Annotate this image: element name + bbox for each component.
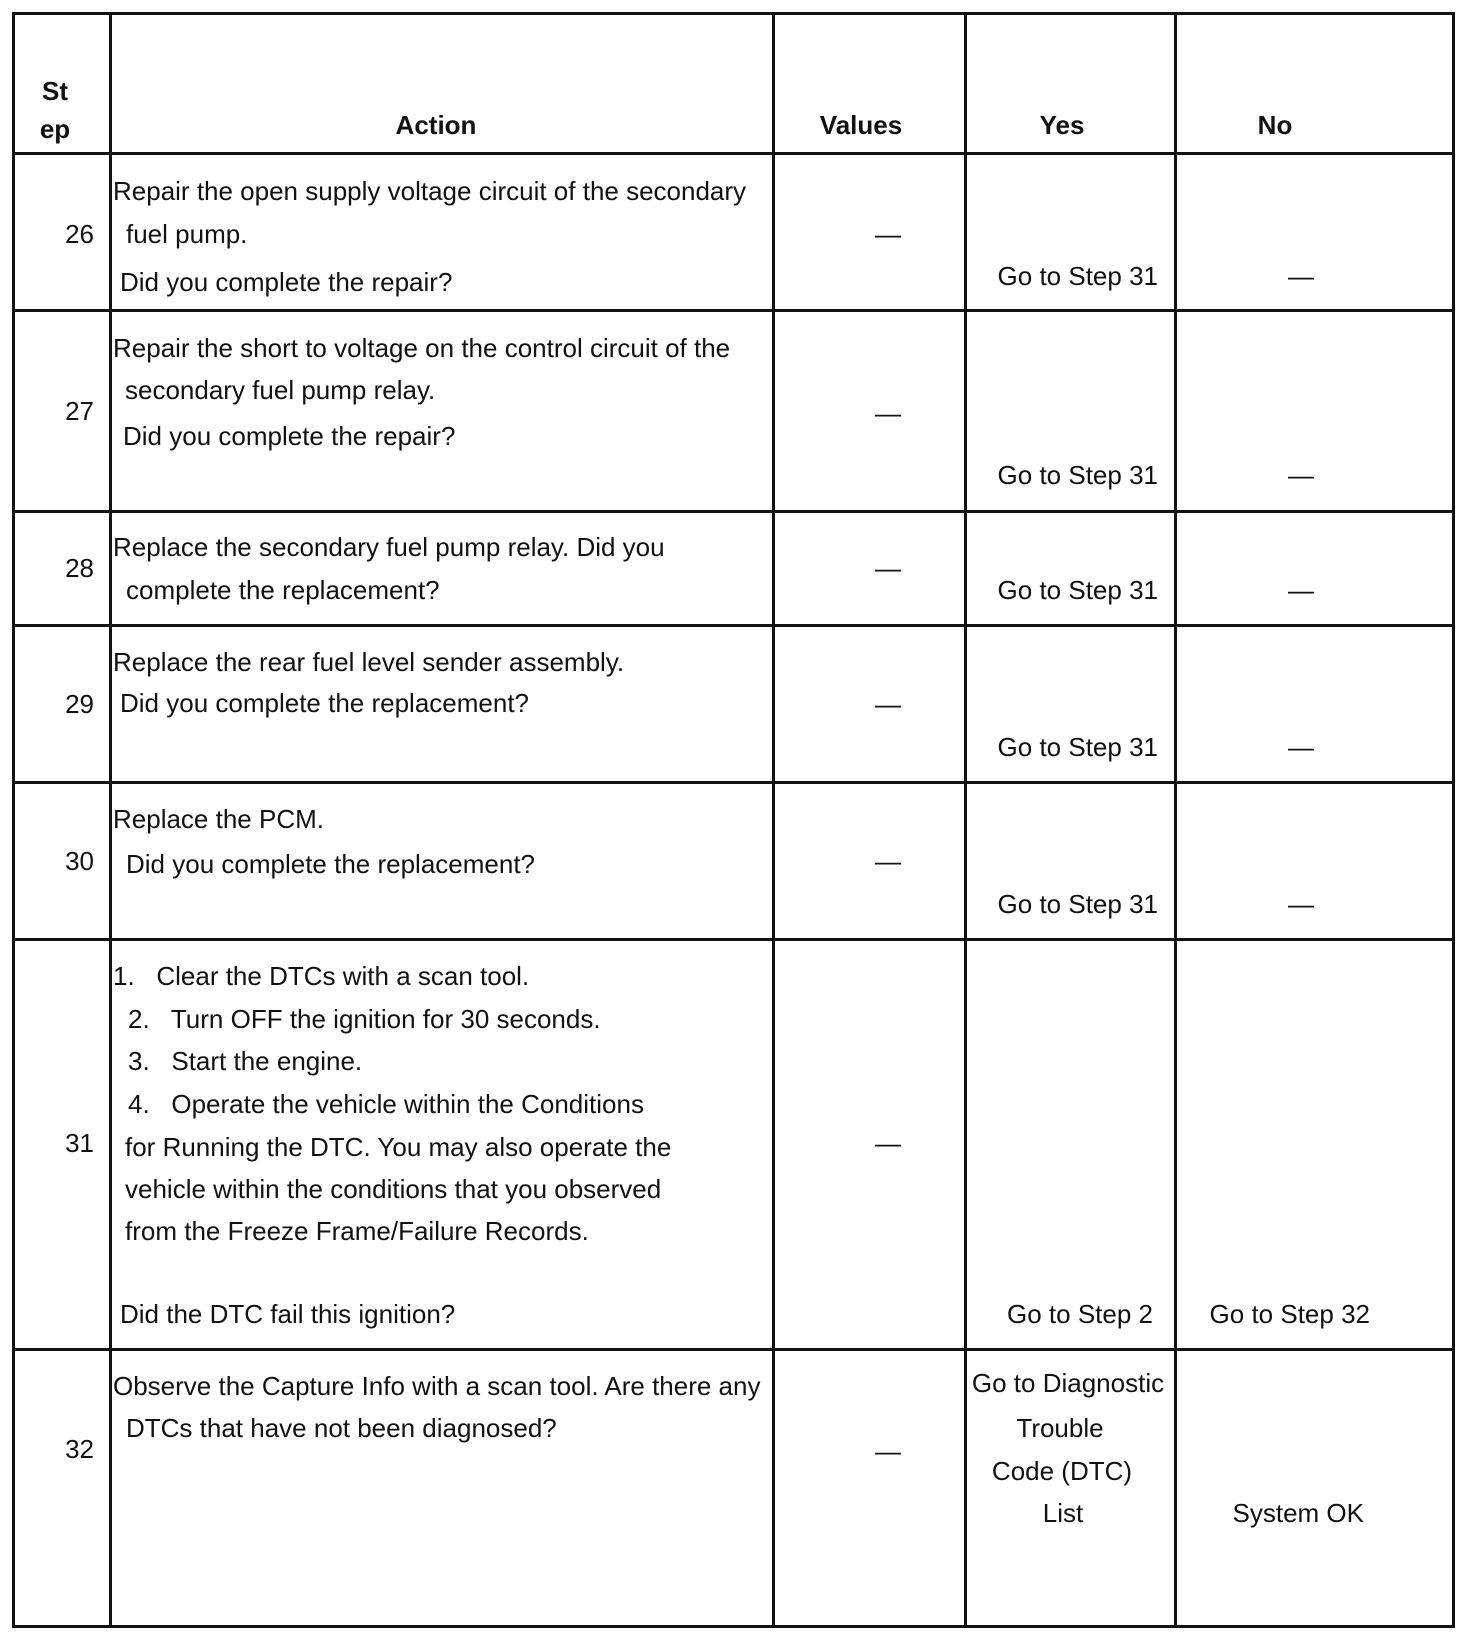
no-cell: — bbox=[1288, 261, 1314, 291]
no-cell: — bbox=[1288, 460, 1314, 490]
action-text: vehicle within the conditions that you observed bbox=[125, 1174, 662, 1204]
action-text: Repair the open supply voltage circuit of the secondary bbox=[113, 176, 747, 206]
values-cell: — bbox=[875, 398, 901, 428]
no-cell: System OK bbox=[1232, 1498, 1364, 1528]
header-step: St ep bbox=[39, 76, 71, 144]
action-text: from the Freeze Frame/Failure Records. bbox=[125, 1216, 589, 1246]
action-text: 3. Start the engine. bbox=[128, 1046, 363, 1076]
action-text: Did the DTC fail this ignition? bbox=[120, 1299, 456, 1329]
yes-cell: Trouble bbox=[1016, 1413, 1104, 1443]
action-text: Replace the rear fuel level sender assembly. bbox=[113, 647, 625, 677]
action-text: 1. Clear the DTCs with a scan tool. bbox=[113, 961, 530, 991]
step-number: 27 bbox=[65, 396, 94, 426]
step-number: 30 bbox=[65, 846, 94, 876]
yes-cell: List bbox=[1042, 1498, 1084, 1528]
action-text: fuel pump. bbox=[126, 219, 248, 249]
step-number: 32 bbox=[65, 1434, 94, 1464]
action-text: Replace the secondary fuel pump relay. Did you bbox=[113, 532, 665, 562]
action-text: Did you complete the repair? bbox=[123, 421, 456, 451]
yes-cell: Go to Step 2 bbox=[1007, 1299, 1153, 1329]
no-cell: Go to Step 32 bbox=[1209, 1299, 1370, 1329]
action-text: 4. Operate the vehicle within the Conditions bbox=[128, 1089, 644, 1119]
values-cell: — bbox=[875, 689, 901, 719]
action-text: Did you complete the replacement? bbox=[120, 688, 530, 718]
header-values: Values bbox=[819, 110, 903, 140]
diagnostic-table bbox=[12, 12, 1455, 1628]
values-cell: — bbox=[875, 219, 901, 249]
header-action: Action bbox=[395, 110, 477, 140]
step-number: 29 bbox=[65, 689, 94, 719]
values-cell: — bbox=[875, 1128, 901, 1158]
yes-cell: Code (DTC) bbox=[991, 1456, 1133, 1486]
action-text: 2. Turn OFF the ignition for 30 seconds. bbox=[128, 1004, 601, 1034]
yes-cell: Go to Diagnostic bbox=[971, 1368, 1165, 1398]
values-cell: — bbox=[875, 1436, 901, 1466]
action-text: complete the replacement? bbox=[126, 575, 440, 605]
yes-cell: Go to Step 31 bbox=[997, 889, 1158, 919]
action-text: Repair the short to voltage on the control circuit of the bbox=[113, 333, 731, 363]
no-cell: — bbox=[1288, 732, 1314, 762]
no-cell: — bbox=[1288, 575, 1314, 605]
values-cell: — bbox=[875, 846, 901, 876]
yes-cell: Go to Step 31 bbox=[997, 732, 1158, 762]
action-text: for Running the DTC. You may also operate the bbox=[125, 1132, 672, 1162]
yes-cell: Go to Step 31 bbox=[997, 575, 1158, 605]
step-number: 28 bbox=[65, 553, 94, 583]
header-no: No bbox=[1257, 110, 1293, 140]
yes-cell: Go to Step 31 bbox=[997, 261, 1158, 291]
step-number: 26 bbox=[65, 219, 94, 249]
action-text: Replace the PCM. bbox=[113, 804, 324, 834]
yes-cell: Go to Step 31 bbox=[997, 460, 1158, 490]
header-yes: Yes bbox=[1039, 110, 1085, 140]
action-text: Did you complete the replacement? bbox=[126, 849, 536, 879]
action-text: Observe the Capture Info with a scan tool. Are there any bbox=[113, 1371, 761, 1401]
values-cell: — bbox=[875, 553, 901, 583]
action-text: DTCs that have not been diagnosed? bbox=[126, 1413, 557, 1443]
action-text: secondary fuel pump relay. bbox=[125, 375, 436, 405]
step-number: 31 bbox=[65, 1128, 94, 1158]
no-cell: — bbox=[1288, 889, 1314, 919]
action-text: Did you complete the repair? bbox=[120, 267, 453, 297]
